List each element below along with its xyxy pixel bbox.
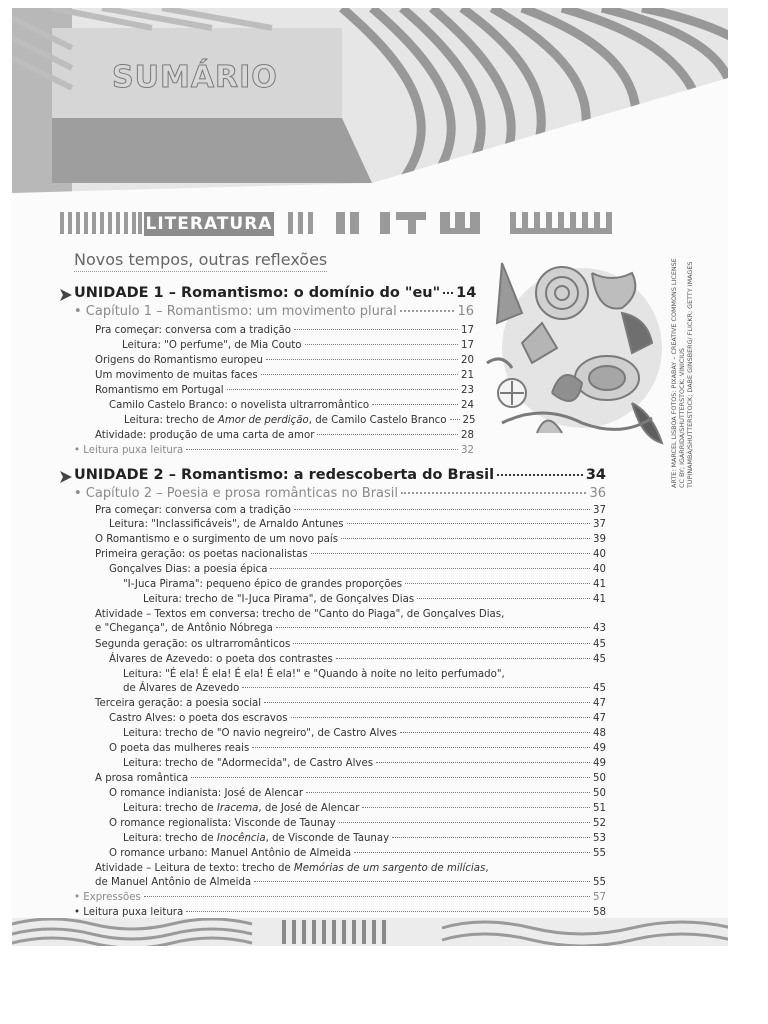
toc-entry-page: 40 bbox=[593, 549, 606, 560]
toc-entry-page: 55 bbox=[593, 848, 606, 859]
toc-entry-page: 21 bbox=[461, 370, 474, 381]
toc-entry[interactable] bbox=[109, 400, 474, 411]
toc-entry-label: Leitura: trecho de Amor de perdição, de Camilo Castelo Branco bbox=[124, 415, 447, 426]
toc-entry-page: 24 bbox=[461, 400, 474, 411]
toc-entry-page: 41 bbox=[593, 579, 606, 590]
toc-entry-page: 48 bbox=[593, 728, 606, 739]
toc-entry-page: 51 bbox=[593, 803, 606, 814]
toc-entry[interactable] bbox=[95, 623, 606, 634]
toc-entry-page: 58 bbox=[593, 907, 606, 918]
toc-entry-page: 45 bbox=[593, 683, 606, 694]
toc-entry-page: 17 bbox=[461, 325, 474, 336]
toc-entry-page: 57 bbox=[593, 892, 606, 903]
toc-entry[interactable] bbox=[123, 758, 606, 769]
unit-1-arrow-icon bbox=[60, 289, 72, 301]
unit-1-page: 14 bbox=[456, 285, 477, 301]
toc-entry[interactable] bbox=[95, 325, 474, 336]
unit-2-title: UNIDADE 2 – Romantismo: a redescoberta do Brasil bbox=[74, 467, 495, 483]
toc-entry-label: Leitura: trecho de Iracema, de José de Alencar bbox=[123, 803, 360, 814]
toc-entry[interactable] bbox=[122, 340, 474, 351]
toc-entry-label: O Romantismo e o surgimento de um novo país bbox=[95, 534, 339, 545]
toc-entry-label: O romance urbano: Manuel Antônio de Almeida bbox=[109, 848, 352, 859]
toc-entry-label: Leitura: "É ela! É ela! É ela! É ela!" e "Quando à noite no leito perfumado", bbox=[123, 669, 505, 680]
toc-entry-label: • Expressões bbox=[74, 892, 141, 903]
toc-entry-page: 40 bbox=[593, 564, 606, 575]
toc-entry-label: Gonçalves Dias: a poesia épica bbox=[109, 564, 268, 575]
toc-entry-label: Castro Alves: o poeta dos escravos bbox=[109, 713, 288, 724]
toc-entry-label: Camilo Castelo Branco: o novelista ultrarromântico bbox=[109, 400, 370, 411]
collage-illustration bbox=[482, 253, 670, 453]
toc-entry-page: 45 bbox=[593, 639, 606, 650]
toc-entry-line1[interactable] bbox=[123, 669, 606, 680]
toc-entry[interactable] bbox=[123, 579, 606, 590]
chapter-2-heading[interactable] bbox=[74, 486, 606, 501]
toc-entry[interactable] bbox=[109, 654, 606, 665]
chapter-1-title: • Capítulo 1 – Romantismo: um movimento plural bbox=[74, 304, 397, 319]
footer-wave-art bbox=[12, 918, 728, 946]
unit-2-heading[interactable] bbox=[74, 467, 606, 483]
section-subtitle: Novos tempos, outras reflexões bbox=[74, 250, 327, 272]
toc-entry[interactable] bbox=[95, 549, 606, 560]
toc-entry[interactable] bbox=[109, 818, 606, 829]
toc-entry[interactable] bbox=[143, 594, 606, 605]
toc-entry[interactable] bbox=[124, 415, 474, 426]
toc-entry[interactable] bbox=[95, 430, 474, 441]
toc-entry-label: • Leitura puxa leitura bbox=[74, 907, 184, 918]
toc-entry-page: 17 bbox=[461, 340, 474, 351]
toc-entry-label: O romance indianista: José de Alencar bbox=[109, 788, 304, 799]
toc-entry[interactable] bbox=[95, 698, 606, 709]
toc-entry-label: O romance regionalista: Visconde de Taunay bbox=[109, 818, 336, 829]
toc-entry-label: e "Chegança", de Antônio Nóbrega bbox=[95, 623, 273, 634]
toc-entry-label: • Leitura puxa leitura bbox=[74, 445, 184, 456]
toc-entry-label: Pra começar: conversa com a tradição bbox=[95, 325, 292, 336]
document-page bbox=[12, 8, 728, 946]
toc-entry-label: Leitura: trecho de "O navio negreiro", de Castro Alves bbox=[123, 728, 397, 739]
toc-entry[interactable] bbox=[109, 848, 606, 859]
toc-entry-page: 41 bbox=[593, 594, 606, 605]
header-banner-art bbox=[12, 8, 728, 193]
toc-entry[interactable] bbox=[95, 385, 474, 396]
toc-entry-page: 47 bbox=[593, 698, 606, 709]
toc-entry-label: Romantismo em Portugal bbox=[95, 385, 224, 396]
section-label: LITERATURA bbox=[145, 214, 273, 234]
toc-entry[interactable] bbox=[95, 639, 606, 650]
toc-entry-label: A prosa romântica bbox=[95, 773, 189, 784]
toc-entry-label: Pra começar: conversa com a tradição bbox=[95, 505, 292, 516]
toc-entry[interactable] bbox=[109, 743, 606, 754]
toc-entry[interactable] bbox=[109, 713, 606, 724]
toc-entry-line1[interactable] bbox=[95, 863, 606, 874]
toc-entry-label: "I-Juca Pirama": pequeno épico de grandes proporções bbox=[123, 579, 403, 590]
toc-entry-label: Leitura: trecho de "Adormecida", de Castro Alves bbox=[123, 758, 374, 769]
chapter-2-page: 36 bbox=[589, 486, 606, 501]
toc-entry-page: 32 bbox=[461, 445, 474, 456]
toc-entry-page: 45 bbox=[593, 654, 606, 665]
toc-entry[interactable] bbox=[123, 803, 606, 814]
toc-entry-page: 20 bbox=[461, 355, 474, 366]
toc-entry-page: 49 bbox=[593, 743, 606, 754]
toc-entry-label: Leitura: trecho de "I-Juca Pirama", de Gonçalves Dias bbox=[143, 594, 415, 605]
chapter-1-page: 16 bbox=[457, 304, 474, 319]
toc-entry-page: 43 bbox=[593, 623, 606, 634]
toc-entry-page: 53 bbox=[593, 833, 606, 844]
toc-entry[interactable] bbox=[109, 788, 606, 799]
toc-entry-page: 39 bbox=[593, 534, 606, 545]
chapter-1-heading[interactable] bbox=[74, 304, 474, 319]
toc-entry-page: 50 bbox=[593, 773, 606, 784]
toc-entry[interactable] bbox=[95, 773, 606, 784]
toc-entry-label: Origens do Romantismo europeu bbox=[95, 355, 263, 366]
toc-entry-page: 28 bbox=[461, 430, 474, 441]
toc-entry-label: de Álvares de Azevedo bbox=[123, 683, 240, 694]
toc-entry-label: Primeira geração: os poetas nacionalistas bbox=[95, 549, 308, 560]
toc-entry[interactable] bbox=[95, 370, 474, 381]
toc-entry-label: O poeta das mulheres reais bbox=[109, 743, 250, 754]
toc-entry-label: Atividade – Leitura de texto: trecho de Memórias de um sargento de milícias, bbox=[95, 863, 489, 874]
toc-extra-entry[interactable] bbox=[74, 445, 474, 456]
toc-entry[interactable] bbox=[95, 877, 606, 888]
unit-2-page: 34 bbox=[585, 467, 606, 483]
toc-entry[interactable] bbox=[95, 355, 474, 366]
toc-entry[interactable] bbox=[123, 833, 606, 844]
unit-2-arrow-icon bbox=[60, 471, 72, 483]
toc-entry-page: 55 bbox=[593, 877, 606, 888]
toc-entry-page: 52 bbox=[593, 818, 606, 829]
toc-entry-label: Álvares de Azevedo: o poeta dos contrastes bbox=[109, 654, 333, 665]
toc-entry[interactable] bbox=[123, 683, 606, 694]
toc-entry[interactable] bbox=[123, 728, 606, 739]
toc-entry-label: Leitura: "O perfume", de Mia Couto bbox=[122, 340, 302, 351]
unit-1-heading[interactable] bbox=[74, 285, 477, 301]
image-credit: ARTE: MARCEL LISBOA FOTOS: PIXABAY – CREATIVE COMMONS LICENSE CC BY; IGARRIDA/SHUTTERSTOCK; VINICIUS TUPINAMBÁ/SHUTTERSTOCK; DABE GINSBERG/ FLICKR; GETTY IMAGES bbox=[670, 258, 694, 488]
toc-entry-page: 50 bbox=[593, 788, 606, 799]
toc-entry-page: 23 bbox=[461, 385, 474, 396]
toc-entry[interactable] bbox=[109, 564, 606, 575]
toc-entry-page: 47 bbox=[593, 713, 606, 724]
toc-entry-page: 25 bbox=[462, 415, 476, 426]
toc-entry-line1[interactable] bbox=[95, 609, 606, 620]
toc-entry-label: Atividade: produção de uma carta de amor bbox=[95, 430, 315, 441]
toc-extra-entry[interactable] bbox=[74, 892, 606, 903]
toc-entry-label: Um movimento de muitas faces bbox=[95, 370, 258, 381]
toc-entry[interactable] bbox=[95, 505, 606, 516]
toc-entry-label: Leitura: trecho de Inocência, de Visconde de Taunay bbox=[123, 833, 390, 844]
toc-entry-label: Leitura: "Inclassificáveis", de Arnaldo Antunes bbox=[109, 519, 344, 530]
toc-extra-entry[interactable] bbox=[74, 907, 606, 918]
toc-entry-page: 37 bbox=[593, 519, 606, 530]
toc-entry-label: Segunda geração: os ultrarromânticos bbox=[95, 639, 291, 650]
toc-entry-label: de Manuel Antônio de Almeida bbox=[95, 877, 252, 888]
toc-entry-page: 37 bbox=[593, 505, 606, 516]
toc-entry-label: Terceira geração: a poesia social bbox=[95, 698, 262, 709]
chapter-2-title: • Capítulo 2 – Poesia e prosa românticas no Brasil bbox=[74, 486, 399, 501]
toc-entry[interactable] bbox=[95, 534, 606, 545]
toc-entry-page: 49 bbox=[593, 758, 606, 769]
page-title: SUMÁRIO bbox=[112, 60, 278, 95]
unit-1-title: UNIDADE 1 – Romantismo: o domínio do "eu" bbox=[74, 285, 441, 301]
toc-entry[interactable] bbox=[109, 519, 606, 530]
toc-entry-label: Atividade – Textos em conversa: trecho de "Canto do Piaga", de Gonçalves Dias, bbox=[95, 609, 505, 620]
